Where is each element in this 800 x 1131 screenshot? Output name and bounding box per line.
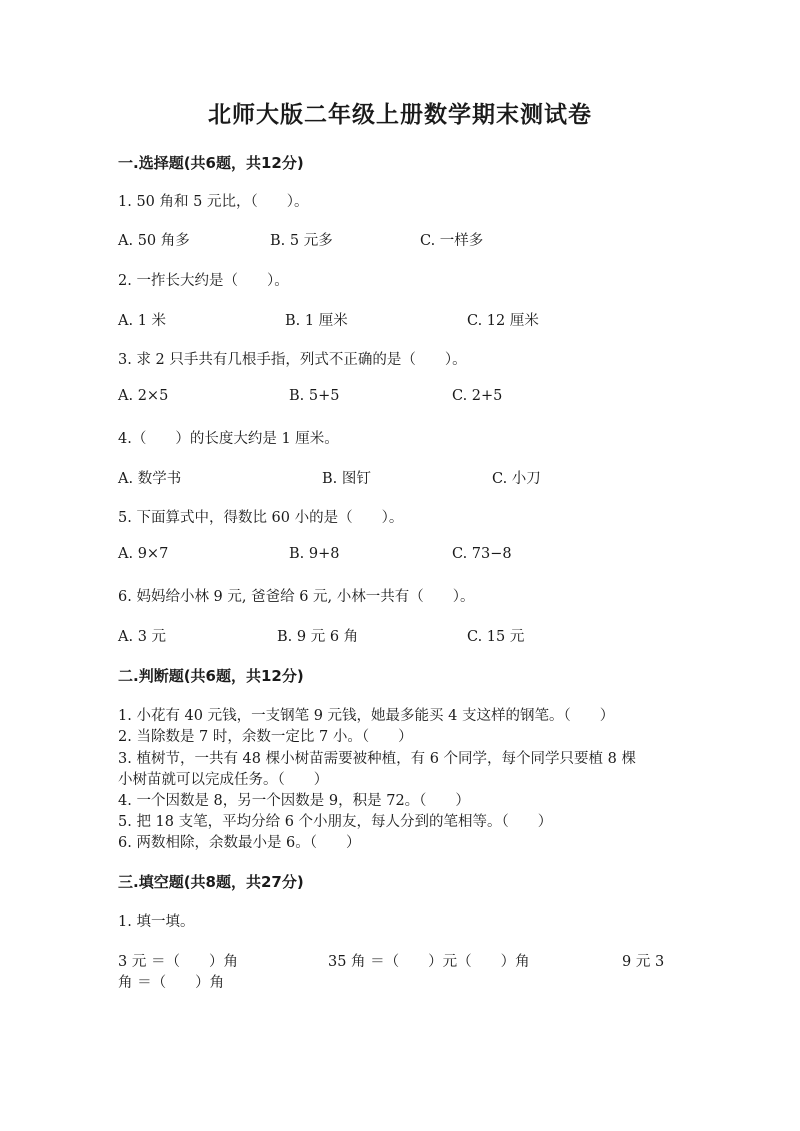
judgment-2: 2. 当除数是 7 时，余数一定比 7 小。（ ） xyxy=(118,729,413,745)
question-5-option-c: C. 73−8 xyxy=(452,546,512,562)
judgment-1: 1. 小花有 40 元钱，一支钢笔 9 元钱，她最多能买 4 支这样的钢笔。（ ） xyxy=(118,708,615,724)
judgment-4: 4. 一个因数是 8，另一个因数是 9，积是 72。（ ） xyxy=(118,793,470,809)
section-heading-fill: 三.填空题(共8题，共27分) xyxy=(118,873,304,891)
question-6-option-c: C. 15 元 xyxy=(467,629,525,645)
question-5-option-a: A. 9×7 xyxy=(118,546,169,562)
judgment-3-cont: 小树苗就可以完成任务。（ ） xyxy=(118,772,329,788)
fill-question-1: 1. 填一填。 xyxy=(118,914,195,930)
question-1-option-c: C. 一样多 xyxy=(420,233,484,249)
question-6: 6. 妈妈给小林 9 元, 爸爸给 6 元, 小林一共有（ ）。 xyxy=(118,589,475,605)
question-3-option-a: A. 2×5 xyxy=(118,388,169,404)
section-heading-judgment: 二.判断题(共6题，共12分) xyxy=(118,667,304,685)
fill-blank-3-cont: 角 ＝（ ）角 xyxy=(118,975,225,991)
fill-blank-3: 9 元 3 xyxy=(622,954,665,970)
question-6-option-b: B. 9 元 6 角 xyxy=(277,629,359,645)
fill-blank-2: 35 角 ＝（ ）元（ ）角 xyxy=(328,954,530,970)
question-4-option-b: B. 图钉 xyxy=(322,471,371,487)
question-1-option-a: A. 50 角多 xyxy=(118,233,190,249)
judgment-6: 6. 两数相除，余数最小是 6。（ ） xyxy=(118,835,361,851)
judgment-5: 5. 把 18 支笔，平均分给 6 个小朋友，每人分到的笔相等。（ ） xyxy=(118,814,553,830)
question-2-option-c: C. 12 厘米 xyxy=(467,313,539,329)
question-1-option-b: B. 5 元多 xyxy=(270,233,333,249)
question-2-option-b: B. 1 厘米 xyxy=(285,313,348,329)
question-4-option-a: A. 数学书 xyxy=(118,471,182,487)
question-6-option-a: A. 3 元 xyxy=(118,629,167,645)
question-3-option-b: B. 5+5 xyxy=(289,388,340,404)
question-4: 4.（ ）的长度大约是 1 厘米。 xyxy=(118,431,339,447)
question-3: 3. 求 2 只手共有几根手指，列式不正确的是（ ）。 xyxy=(118,352,467,368)
question-1: 1. 50 角和 5 元比，（ ）。 xyxy=(118,194,309,210)
question-3-option-c: C. 2+5 xyxy=(452,388,503,404)
question-2-option-a: A. 1 米 xyxy=(118,313,167,329)
judgment-3: 3. 植树节，一共有 48 棵小树苗需要被种植，有 6 个同学，每个同学只要植 8 棵 xyxy=(118,751,636,767)
question-5: 5. 下面算式中，得数比 60 小的是（ ）。 xyxy=(118,510,404,526)
fill-blank-1: 3 元 ＝（ ）角 xyxy=(118,954,238,970)
question-2: 2. 一拃长大约是（ ）。 xyxy=(118,273,289,289)
question-4-option-c: C. 小刀 xyxy=(492,471,541,487)
page-title: 北师大版二年级上册数学期末测试卷 xyxy=(208,102,592,128)
question-5-option-b: B. 9+8 xyxy=(289,546,340,562)
section-heading-choice: 一.选择题(共6题，共12分) xyxy=(118,154,304,172)
